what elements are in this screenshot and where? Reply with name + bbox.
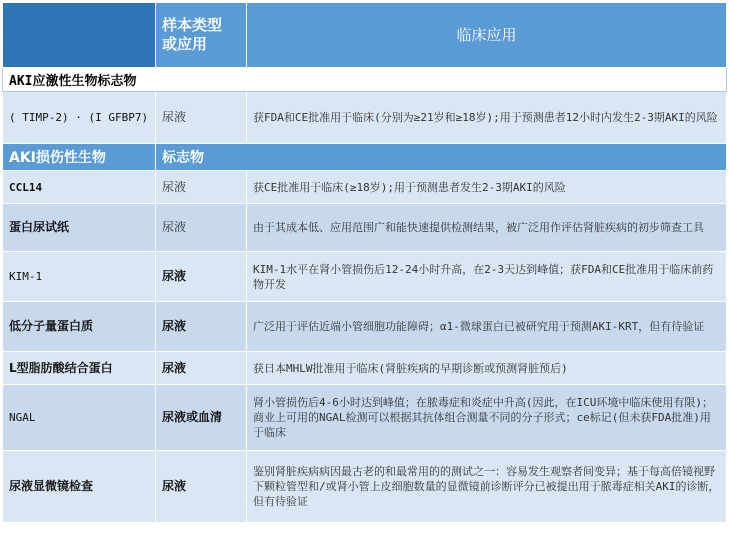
table-row — [3, 302, 727, 352]
table-header-row — [3, 3, 727, 68]
biomarker-name: KIM-1 — [3, 252, 156, 302]
biomarker-name: 低分子量蛋白质 — [3, 302, 156, 352]
clinical-use: 鉴别肾脏疾病病因最古老的和最常用的的测试之一：容易发生观察者间变异；基于每高倍镜视野下颗粒管型和/或肾小管上皮细胞数量的显微镜前诊断评分已被提出用于脓毒症相关AKI的诊断，但有待验证 — [247, 451, 727, 523]
sample-type: 尿液 — [156, 204, 247, 252]
biomarker-name: NGAL — [3, 385, 156, 451]
clinical-use: 由于其成本低、应用范围广和能快速提供检测结果，被广泛用作评估肾脏疾病的初步筛查工具 — [247, 204, 727, 252]
sample-type: 尿液 — [156, 352, 247, 385]
header-col1 — [3, 3, 156, 68]
biomarker-table — [2, 2, 727, 523]
biomarker-name: CCL14 — [3, 171, 156, 204]
table-row — [3, 451, 727, 523]
biomarker-name: 尿液显微镜检查 — [3, 451, 156, 523]
table-row — [3, 385, 727, 451]
table-row — [3, 204, 727, 252]
sample-type: 尿液 — [156, 302, 247, 352]
table-row — [3, 171, 727, 204]
table-row — [3, 352, 727, 385]
section-stress-biomarkers — [3, 68, 727, 92]
clinical-use: KIM-1水平在肾小管损伤后12-24小时升高，在2-3天达到峰值；获FDA和CE批准用于临床前药物开发 — [247, 252, 727, 302]
clinical-use: 获日本MHLW批准用于临床(肾脏疾病的早期诊断或预测肾脏预后) — [247, 352, 727, 385]
table-row — [3, 252, 727, 302]
section-label-2: 标志物 — [156, 144, 727, 171]
clinical-use: 获CE批准用于临床(≥18岁);用于预测患者发生2-3期AKI的风险 — [247, 171, 727, 204]
clinical-use: 肾小管损伤后4-6小时达到峰值；在脓毒症和炎症中升高(因此，在ICU环境中临床使用有限)；商业上可用的NGAL检测可以根据其抗体组合测量不同的分子形式；ce标记(但未获FDA批准)用于临床 — [247, 385, 727, 451]
header-clinical-use: 临床应用 — [247, 3, 727, 68]
section-label: AKI应激性生物标志物 — [3, 68, 727, 92]
sample-type: 尿液 — [156, 92, 247, 144]
section-label: AKI损伤性生物 — [3, 144, 156, 171]
clinical-use: 广泛用于评估近端小管细胞功能障碍；α1-微球蛋白已被研究用于预测AKI-KRT，但有待验证 — [247, 302, 727, 352]
biomarker-name: 蛋白尿试纸 — [3, 204, 156, 252]
sample-type: 尿液或血清 — [156, 385, 247, 451]
clinical-use: 获FDA和CE批准用于临床(分别为≥21岁和≥18岁);用于预测患者12小时内发生2-3期AKI的风险 — [247, 92, 727, 144]
table-row — [3, 92, 727, 144]
sample-type: 尿液 — [156, 252, 247, 302]
sample-type: 尿液 — [156, 451, 247, 523]
biomarker-name: ( TIMP-2) · (I GFBP7) — [3, 92, 156, 144]
biomarker-name: L型脂肪酸结合蛋白 — [3, 352, 156, 385]
sample-type: 尿液 — [156, 171, 247, 204]
header-sample-type: 样本类型 或应用 — [156, 3, 247, 68]
section-injury-biomarkers — [3, 144, 727, 171]
